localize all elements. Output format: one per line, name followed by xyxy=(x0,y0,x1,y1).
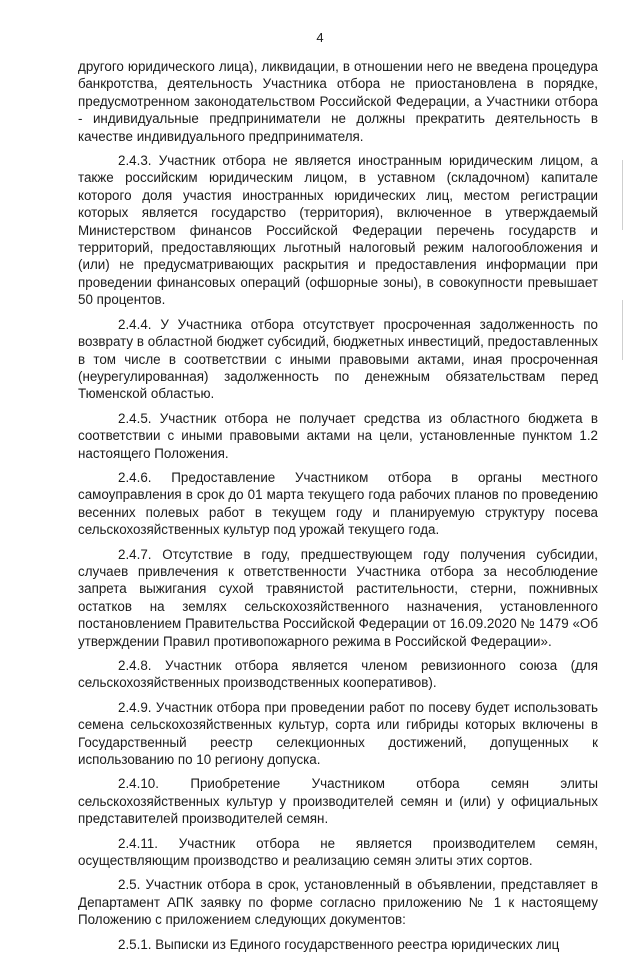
paragraph-2-4-4: 2.4.4. У Участника отбора отсутствует просроченная задолженность по возврату в областной бюджет субсидий, бюджетных инвестиций, предоставленных в том числе в соответствии с иными правовыми актами, иная просроченная (неурегулированная) задолженность по денежным обязательствам перед Тюменской областью. xyxy=(78,316,598,402)
paragraph-2-5: 2.5. Участник отбора в срок, установленный в объявлении, представляет в Департамент АПК заявку по форме согласно приложению № 1 к настоящему Положению с приложением следующих документов: xyxy=(78,877,598,928)
paragraph-2-4-9: 2.4.9. Участник отбора при проведении работ по посеву будет использовать семена сельскохозяйственных культур, сорта или гибриды которых включены в Государственный реестр селекционных достижений, допущенных к использованию по 10 региону допуска. xyxy=(78,699,598,768)
paragraph-2-4-10: 2.4.10. Приобретение Участником отбора семян элиты сельскохозяйственных культур у производителей семян и (или) у официальных представителей производителей семян. xyxy=(78,776,598,827)
paragraph-2-4-5: 2.4.5. Участник отбора не получает средства из областного бюджета в соответствии с иными правовыми актами на цели, установленные пунктом 1.2 настоящего Положения. xyxy=(78,410,598,461)
scan-margin-mark xyxy=(622,160,623,230)
paragraph-2-5-1: 2.5.1. Выписки из Единого государственного реестра юридических лиц xyxy=(118,936,560,952)
paragraph-2-4-3: 2.4.3. Участник отбора не является иностранным юридическим лицом, а также российским юридическим лицом, в уставном (складочном) капитале которого доля участия иностранных юридических лиц, местом регистрации которых является государство (территория), включенное в утверждаемый Министерством финансов Российской Федерации перечень государств и территорий, предоставляющих льготный налоговый режим налогообложения и (или) не предусматривающих раскрытия и предоставления информации при проведении финансовых операций (офшорные зоны), в совокупности превышает 50 процентов. xyxy=(78,153,598,308)
page-number: 4 xyxy=(316,30,324,45)
paragraph-2-4-8: 2.4.8. Участник отбора является членом ревизионного союза (для сельскохозяйственных производственных кооперативов). xyxy=(78,658,598,691)
paragraph-2-4-6: 2.4.6. Предоставление Участником отбора в органы местного самоуправления в срок до 01 марта текущего года рабочих планов по проведению весенних полевых работ в текущем году и планируемую структуру посева сельскохозяйственных культур под урожай текущего года. xyxy=(78,469,598,538)
paragraph-2-4-7: 2.4.7. Отсутствие в году, предшествующем году получения субсидии, случаев привлечения к ответственности Участника отбора за несоблюдение запрета выжигания сухой травянистой растительности, стерни, пожнивных остатков на землях сельскохозяйственного назначения, установленного постановлением Правительства Российской Федерации от 16.09.2020 № 1479 «Об утверждении Правил противопожарного режима в Российской Федерации». xyxy=(78,546,598,649)
paragraph-continuation: другого юридического лица), ликвидации, в отношении него не введена процедура банкротства, деятельность Участника отбора не приостановлена в порядке, предусмотренном законодательством Российской Федерации, а Участники отбора - индивидуальные предприниматели не должны прекратить деятельность в качестве индивидуального предпринимателя. xyxy=(78,59,598,144)
document-body xyxy=(78,58,598,953)
scan-margin-mark xyxy=(622,300,623,360)
paragraph-2-4-11: 2.4.11. Участник отбора не является производителем семян, осуществляющим производство и реализацию семян элиты этих сортов. xyxy=(78,835,598,869)
